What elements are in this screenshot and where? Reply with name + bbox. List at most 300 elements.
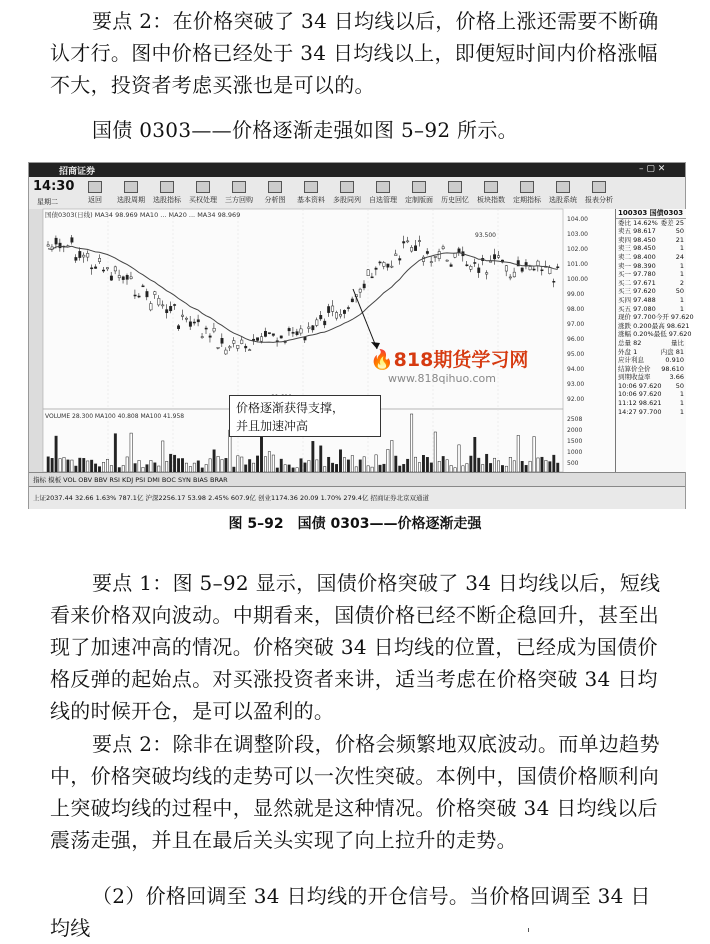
candle-body [371, 277, 373, 278]
volume-bar [391, 440, 393, 472]
volume-bar [83, 458, 85, 472]
quote-row: 涨幅 0.20% 最低 97.620 [618, 330, 692, 339]
quote-row: 买四 97.488 1 [618, 295, 684, 304]
toolbar-button-label: 三方回购 [225, 196, 253, 204]
volume-bar [470, 456, 472, 472]
candle-body [87, 253, 89, 257]
price-axis-label: 104.00 [567, 216, 588, 223]
toolbar-button-0[interactable] [81, 181, 109, 205]
toolbar-icon [268, 181, 282, 193]
volume-axis-label: 2508 [567, 416, 583, 423]
paragraph-key-point-2-top: 要点 2：在价格突破了 34 日均线以后，价格上涨还需要不断确认才行。图中价格已经处于 34 日均线以上，即便短时间内价格涨幅不大，投资者考虑买涨也是可以的。 [50, 9, 659, 97]
candle-body [118, 275, 120, 277]
candle-body [300, 329, 302, 333]
toolbar-icon [160, 181, 174, 193]
quote-row: 外盘 1 内盘 81 [618, 347, 684, 356]
price-axis-label: 100.00 [567, 276, 588, 283]
candle-body [193, 322, 195, 323]
watermark-url: www.818qihuo.com [388, 372, 496, 385]
volume-bar [185, 463, 187, 472]
quote-row: 总量 82 量比 [618, 338, 684, 347]
volume-bar [300, 459, 302, 472]
volume-bar [347, 460, 349, 472]
toolbar-button-label: 买权处理 [189, 196, 217, 204]
volume-bar [339, 450, 341, 472]
volume-bar [213, 450, 215, 472]
volume-bar [363, 457, 365, 472]
quote-row: 委比 14.62% 委差 25 [618, 218, 684, 227]
quote-row: 结算价全价 98.610 [618, 364, 684, 373]
toolbar-icon [340, 181, 354, 193]
volume-bar [557, 463, 559, 472]
candle-body [166, 310, 168, 313]
candle-body [474, 262, 476, 263]
volume-bar [541, 457, 543, 472]
candle-body [189, 322, 191, 327]
quote-row: 10:06 97.620 1 [618, 390, 684, 399]
quote-row: 卖三 98.450 1 [618, 244, 684, 253]
left-sidebar[interactable] [29, 209, 44, 472]
quote-row: 10:06 97.620 50 [618, 381, 684, 390]
candle-body [237, 345, 239, 348]
toolbar-icon [520, 181, 534, 193]
candle-body [410, 247, 412, 251]
candle-body [541, 270, 543, 271]
candle-body [434, 256, 436, 257]
volume-bar [225, 458, 227, 472]
candle-body [331, 306, 333, 311]
volume-bar [383, 464, 385, 472]
toolbar-button-7[interactable] [333, 181, 361, 205]
volume-bar [379, 465, 381, 472]
candle-body [90, 268, 92, 269]
volume-bar [375, 455, 377, 472]
indicator-tabs[interactable] [29, 472, 685, 487]
candle-body [256, 338, 258, 341]
chart-header: 国债0303(日线) MA34 98.969 MA10 ... MA20 ... MA34 98.969 [45, 211, 241, 219]
volume-axis-label: 1500 [567, 438, 583, 445]
toolbar-button-label: 板块指数 [477, 196, 505, 204]
volume-bar [335, 464, 337, 472]
candle-body [264, 331, 266, 336]
candle-body [403, 242, 405, 244]
toolbar-icon [124, 181, 138, 193]
toolbar-icon [592, 181, 606, 193]
volume-bar [197, 461, 199, 472]
candle-body [505, 266, 507, 271]
price-axis-label: 97.00 [567, 321, 585, 328]
candle-body [122, 277, 124, 280]
volume-bar [351, 456, 353, 472]
volume-bar [288, 465, 290, 472]
toolbar-button-label: 自选管理 [369, 196, 397, 204]
candle-body [126, 275, 128, 279]
toolbar-button-3[interactable] [189, 181, 217, 205]
volume-bar [533, 437, 535, 472]
candle-body [130, 277, 132, 279]
volume-bar [205, 465, 207, 472]
toolbar-button-4[interactable] [225, 181, 253, 205]
candle-body [268, 333, 270, 334]
candle-body [181, 315, 183, 316]
volume-bar [482, 465, 484, 472]
candle-body [154, 292, 156, 295]
toolbar-icon [304, 181, 318, 193]
volume-bar [102, 462, 104, 472]
candle-body [426, 251, 428, 253]
volume-bar [217, 456, 219, 472]
toolbar-button-label: 选股周期 [117, 196, 145, 204]
price-axis-label: 92.00 [567, 396, 585, 403]
candle-body [446, 260, 448, 261]
candle-body [375, 268, 377, 269]
volume-bar [509, 457, 511, 472]
indicator-tabs-label[interactable]: 指标 模板 VOL OBV BBV RSI KDJ PSI DMI BOC SYN BIAS BRAR [33, 476, 228, 484]
candle-body [312, 326, 314, 330]
quote-row: 到期收益率 3.66 [618, 373, 684, 382]
high-label: 93.500 [475, 232, 496, 239]
toolbar-button-10[interactable] [441, 181, 469, 205]
window-controls[interactable]: – ▢ ✕ [639, 164, 666, 174]
volume-bar [529, 461, 531, 472]
volume-bar [489, 463, 491, 472]
candle-body [106, 268, 108, 269]
toolbar-button-14[interactable] [585, 181, 613, 205]
quote-row: 卖五 98.617 50 [618, 227, 684, 236]
candle-body [79, 251, 81, 257]
quote-row: 买五 97.080 1 [618, 304, 684, 313]
page-mark [528, 928, 529, 932]
clock-day: 星期二 [37, 198, 58, 206]
toolbar-button-6[interactable] [297, 181, 325, 205]
volume-bar [446, 460, 448, 472]
volume-bar [256, 456, 258, 472]
quote-row: 卖二 98.400 24 [618, 252, 684, 261]
volume-bar [549, 462, 551, 472]
candle-body [391, 266, 393, 267]
volume-bar [553, 455, 555, 472]
volume-bar [304, 463, 306, 472]
volume-bar [173, 455, 175, 472]
candle-body [260, 337, 262, 341]
price-axis-label: 93.00 [567, 381, 585, 388]
callout-line-1: 价格逐渐获得支撑， [236, 401, 345, 415]
volume-bar [150, 460, 152, 472]
toolbar-button-2[interactable] [153, 181, 181, 205]
candle-body [252, 339, 254, 340]
quote-row: 卖一 98.390 1 [618, 261, 684, 270]
callout-line-2: 并且加速冲高 [236, 419, 309, 433]
volume-bar [513, 461, 515, 472]
volume-bar [94, 464, 96, 472]
figure-caption: 图 5–92 国债 0303——价格逐渐走强 [228, 516, 482, 532]
volume-axis-label: 500 [567, 460, 579, 467]
volume-bar [71, 460, 73, 472]
candle-body [296, 332, 298, 335]
volume-bar [442, 456, 444, 472]
toolbar-button-12[interactable] [513, 181, 541, 205]
volume-bar [130, 433, 132, 472]
volume-bar [458, 445, 460, 472]
candle-body [245, 346, 247, 348]
candle-body [225, 350, 227, 354]
toolbar-button-label: 返回 [88, 196, 102, 204]
toolbar-button-label: 选股系统 [549, 196, 577, 204]
candle-body [201, 337, 203, 338]
toolbar-button-label: 历史回忆 [441, 196, 469, 204]
candle-body [438, 252, 440, 259]
figure-trading-screenshot [28, 162, 694, 509]
candle-body [292, 332, 294, 333]
candle-body [138, 296, 140, 297]
volume-bar [79, 458, 81, 472]
toolbar-icon [196, 181, 210, 193]
volume-bar [126, 457, 128, 472]
price-axis-label: 96.00 [567, 336, 585, 343]
candle-body [557, 267, 559, 268]
candle-body [521, 268, 523, 271]
volume-bar [387, 449, 389, 472]
quote-panel-title: 100303 国债0303 [616, 209, 686, 219]
volume-bar [181, 458, 183, 472]
candle-body [489, 261, 491, 262]
volume-bar [359, 460, 361, 472]
volume-bar [90, 460, 92, 472]
volume-bar [395, 456, 397, 472]
app-title: 招商证券 [59, 167, 96, 177]
volume-bar [169, 454, 171, 472]
volume-bar [517, 435, 519, 472]
price-axis-label: 98.00 [567, 306, 585, 313]
candle-body [497, 256, 499, 258]
candle-body [169, 306, 171, 311]
toolbar-button-label: 基本资料 [297, 196, 325, 204]
volume-bar [63, 457, 65, 472]
candle-body [399, 259, 401, 261]
quote-panel [615, 209, 694, 472]
toolbar-icon [88, 181, 102, 193]
candle-body [94, 267, 96, 269]
candle-body [383, 262, 385, 266]
toolbar-icon [448, 181, 462, 193]
volume-bar [320, 446, 322, 472]
candle-body [146, 291, 148, 296]
volume-bar [67, 460, 69, 472]
quote-row: 买三 97.620 50 [618, 287, 684, 296]
candle-body [75, 257, 77, 260]
candle-body [442, 247, 444, 249]
toolbar-button-label: 多股同列 [333, 196, 361, 204]
toolbar-icon [556, 181, 570, 193]
candle-body [185, 318, 187, 319]
volume-bar [418, 463, 420, 472]
toolbar-button-label: 定期指标 [513, 196, 541, 204]
toolbar-icon [232, 181, 246, 193]
volume-bar [316, 460, 318, 472]
candle-body [142, 286, 144, 287]
volume-bar [166, 461, 168, 472]
volume-bar [268, 452, 270, 472]
volume-bar [248, 459, 250, 472]
watermark-title: 🔥818期货学习网 [370, 349, 529, 371]
quote-row: 卖四 98.450 21 [618, 235, 684, 244]
toolbar-button-label: 定制版面 [405, 196, 433, 204]
toolbar-button-13[interactable] [549, 181, 577, 205]
candle-body [205, 328, 207, 329]
volume-bar [438, 461, 440, 472]
candle-body [450, 265, 452, 267]
volume-bar [146, 465, 148, 472]
toolbar-button-5[interactable] [261, 181, 289, 205]
volume-bar [177, 459, 179, 472]
candle-body [280, 336, 282, 338]
price-axis-label: 94.00 [567, 366, 585, 373]
toolbar-button-1[interactable] [117, 181, 145, 205]
paragraph-figure-intro: 国债 0303——价格逐渐走强如图 5–92 所示。 [92, 118, 518, 142]
volume-bar [51, 458, 53, 472]
price-axis-label: 102.00 [567, 246, 588, 253]
candle-body [418, 241, 420, 242]
candle-body [367, 270, 369, 276]
volume-bar [193, 463, 195, 472]
quote-row: 现价 97.700 今开 97.620 [618, 313, 694, 322]
toolbar-icon [412, 181, 426, 193]
volume-header: VOLUME 28.300 MA100 40.808 MA100 41.958 [45, 413, 185, 420]
candle-body [320, 315, 322, 319]
paragraph-section-2: （2）价格回调至 34 日均线的开仓信号。当价格回调至 34 日均线 [50, 884, 651, 940]
candle-body [221, 338, 223, 343]
quote-row: 应计利息 0.910 [618, 356, 684, 365]
volume-bar [403, 464, 405, 472]
paragraph-key-point-2: 要点 2：除非在调整阶段，价格会频繁地双底波动。而单边趋势中，价格突破均线的走势可以一次性突破。本例中，国债价格顺利向上突破均线的过程中，显然就是这种情况。价格突破 34 日均线以后震荡走强，并且在最后关头实现了向上拉升的走势。 [50, 732, 660, 852]
toolbar-button-label: 报表分析 [585, 196, 613, 204]
quote-row: 买二 97.671 2 [618, 278, 684, 287]
candle-body [387, 264, 389, 267]
volume-bar [241, 457, 243, 472]
chart-callout [229, 395, 381, 437]
volume-bar [154, 463, 156, 472]
toolbar [29, 177, 685, 210]
candle-body [351, 299, 353, 302]
candle-body [414, 246, 416, 251]
toolbar-button-11[interactable] [477, 181, 505, 205]
volume-bar [55, 436, 57, 472]
quote-row: 买一 97.780 1 [618, 270, 684, 279]
volume-bar [493, 458, 495, 472]
volume-bar [537, 458, 539, 472]
volume-bar [47, 457, 49, 472]
candle-body [217, 347, 219, 348]
volume-bar [406, 459, 408, 472]
volume-bar [134, 464, 136, 472]
candle-body [359, 289, 361, 292]
candle-body [55, 238, 57, 244]
candle-body [248, 350, 250, 351]
candle-body [288, 328, 290, 330]
watermark [370, 345, 528, 385]
candle-body [466, 265, 468, 266]
volume-bar [410, 414, 412, 472]
volume-bar [252, 463, 254, 472]
price-axis-label: 101.00 [567, 261, 588, 268]
status-bar-text: 上证2037.44 32.66 1.63% 787.1亿 沪深2256.17 53.98 2.45% 607.9亿 创业1174.36 20.09 1.70% 279.4亿 招商证券北京双通道 [33, 494, 430, 502]
candle-body [308, 327, 310, 329]
volume-bar [478, 458, 480, 472]
volume-bar [245, 465, 247, 472]
candle-body [406, 241, 408, 242]
volume-bar [331, 463, 333, 472]
candle-body [347, 308, 349, 309]
candle-body [478, 268, 480, 273]
quote-row: 14:27 97.700 1 [618, 407, 684, 416]
app-title-bar [29, 163, 685, 177]
volume-bar [327, 457, 329, 472]
volume-bar [221, 459, 223, 472]
candle-body [233, 341, 235, 344]
volume-axis-label: 2000 [567, 427, 583, 434]
volume-bar [343, 458, 345, 472]
candle-body [177, 326, 179, 329]
volume-bar [525, 465, 527, 472]
candle-body [470, 266, 472, 269]
candle-body [102, 270, 104, 271]
volume-bar [545, 460, 547, 472]
volume-bar [414, 457, 416, 472]
candle-body [47, 245, 49, 246]
candle-body [162, 305, 164, 306]
candle-body [430, 262, 432, 263]
candle-body [150, 304, 152, 310]
price-axis-label: 103.00 [567, 231, 588, 238]
candle-body [213, 328, 215, 331]
volume-bar [521, 461, 523, 472]
volume-axis-label: 1000 [567, 449, 583, 456]
candle-body [114, 267, 116, 271]
candle-body [485, 273, 487, 274]
volume-bar [162, 441, 164, 472]
candle-body [395, 254, 397, 256]
volume-bar [422, 455, 424, 472]
candle-body [272, 334, 274, 336]
candle-body [197, 320, 199, 322]
quote-row: 11:12 98.621 1 [618, 399, 684, 408]
candle-body [343, 310, 345, 313]
volume-bar [237, 456, 239, 472]
candle-body [324, 321, 326, 325]
candle-body [553, 281, 555, 282]
volume-bar [308, 460, 310, 472]
volume-bar [209, 459, 211, 472]
volume-bar [434, 432, 436, 472]
quote-row: 涨跌 0.200 最高 98.621 [618, 321, 690, 330]
candle-body [533, 269, 535, 270]
candle-body [134, 295, 136, 296]
candle-body [327, 306, 329, 312]
volume-bar [430, 463, 432, 472]
toolbar-button-9[interactable] [405, 181, 433, 205]
toolbar-button-label: 分析图 [264, 196, 286, 204]
candle-body [83, 255, 85, 257]
toolbar-button-8[interactable] [369, 181, 397, 205]
paragraph-key-point-1: 要点 1：图 5–92 显示，国债价格突破了 34 日均线以后，短线看来价格双向波动。中期看来，国债价格已经不断企稳回升，甚至出现了加速冲高的情况。价格突破 34 日均线的位置，已经成为国债价格反弹的起始点。对买涨投资者来讲，适当考虑在价格突破 34 日均线的时候开仓，是可以盈利的。 [50, 571, 661, 723]
volume-bar [106, 459, 108, 472]
volume-bar [426, 457, 428, 472]
volume-bar [474, 437, 476, 472]
volume-bar [485, 454, 487, 472]
volume-bar [466, 464, 468, 472]
volume-bar [87, 461, 89, 472]
price-axis-label: 99.00 [567, 291, 585, 298]
